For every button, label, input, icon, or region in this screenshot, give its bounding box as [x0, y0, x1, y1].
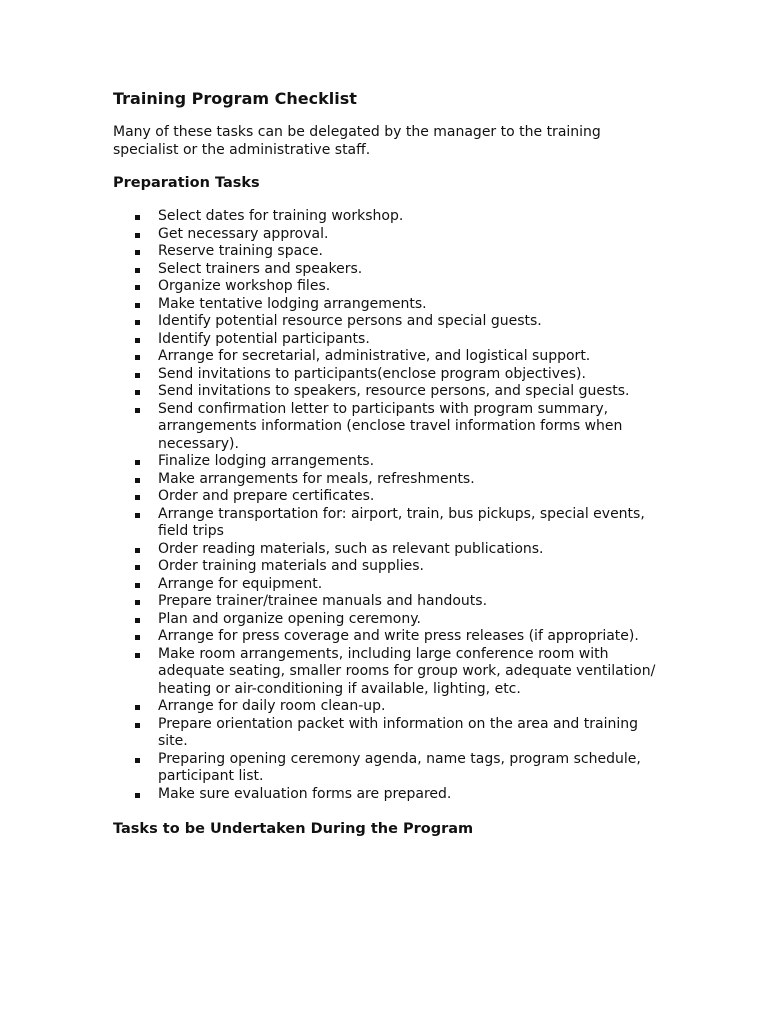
list-item [113, 488, 658, 506]
square-bullet-icon [135, 583, 140, 588]
square-bullet-icon [135, 250, 140, 255]
square-bullet-icon [135, 793, 140, 798]
preparation-task-list [113, 208, 658, 803]
list-item-text: Make room arrangements, including large conference room with adequate seating, smaller rooms for group work, adequate ventilation/ heating or air-conditioning if available, lighting, etc. [158, 645, 656, 697]
list-item-text: Organize workshop files. [158, 278, 331, 294]
list-item [113, 786, 658, 804]
list-item-text: Identify potential resource persons and special guests. [158, 313, 542, 329]
list-item-text: Arrange for press coverage and write press releases (if appropriate). [158, 628, 639, 644]
list-item [113, 331, 658, 349]
section-heading-preparation: Preparation Tasks [113, 175, 260, 191]
list-item [113, 541, 658, 559]
list-item-text: Send invitations to participants(enclose program objectives). [158, 365, 586, 382]
list-item-text: Identify potential participants. [158, 330, 370, 347]
list-item-text: Send confirmation letter to participants with program summary, arrangements information (enclose travel information forms when necessary). [158, 400, 623, 452]
square-bullet-icon [135, 233, 140, 238]
list-item-text: Prepare orientation packet with information on the area and training site. [158, 715, 639, 749]
list-item [113, 646, 658, 699]
list-item-text: Select dates for training workshop. [158, 208, 404, 224]
list-item [113, 313, 658, 331]
square-bullet-icon [135, 495, 140, 500]
section-heading-during-program: Tasks to be Undertaken During the Program [113, 821, 474, 837]
document-page [113, 88, 658, 838]
intro-paragraph: Many of these tasks can be delegated by the manager to the training specialist or the administrative staff. [113, 124, 601, 158]
list-item [113, 296, 658, 314]
list-item [113, 611, 658, 629]
square-bullet-icon [135, 705, 140, 710]
list-item [113, 471, 658, 489]
square-bullet-icon [135, 285, 140, 290]
list-item [113, 366, 658, 384]
list-item-text: Preparing opening ceremony agenda, name tags, program schedule, participant list. [158, 750, 641, 784]
list-item [113, 628, 658, 646]
square-bullet-icon [135, 338, 140, 343]
square-bullet-icon [135, 408, 140, 413]
list-item [113, 261, 658, 279]
list-item-text: Arrange for daily room clean-up. [158, 698, 386, 714]
list-item [113, 348, 658, 366]
list-item [113, 243, 658, 261]
square-bullet-icon [135, 513, 140, 518]
square-bullet-icon [135, 303, 140, 308]
list-item-text: Send invitations to speakers, resource persons, and special guests. [158, 383, 630, 399]
list-item-text: Arrange for secretarial, administrative, and logistical support. [158, 348, 591, 364]
list-item [113, 208, 658, 226]
list-item-text: Reserve training space. [158, 243, 323, 259]
list-item [113, 506, 658, 541]
document-title: Training Program Checklist [113, 89, 357, 108]
list-item [113, 401, 658, 454]
list-item-text: Order training materials and supplies. [158, 558, 424, 574]
square-bullet-icon [135, 758, 140, 763]
square-bullet-icon [135, 653, 140, 658]
square-bullet-icon [135, 635, 140, 640]
square-bullet-icon [135, 373, 140, 378]
square-bullet-icon [135, 390, 140, 395]
list-item [113, 751, 658, 786]
list-item-text: Make tentative lodging arrangements. [158, 295, 427, 312]
list-item-text: Order and prepare certificates. [158, 488, 375, 504]
list-item-text: Prepare trainer/trainee manuals and handouts. [158, 593, 488, 609]
list-item-text: Get necessary approval. [158, 225, 329, 242]
list-item-text: Select trainers and speakers. [158, 260, 363, 277]
list-item [113, 558, 658, 576]
list-item [113, 383, 658, 401]
square-bullet-icon [135, 723, 140, 728]
square-bullet-icon [135, 355, 140, 360]
list-item-text: Plan and organize opening ceremony. [158, 610, 421, 627]
square-bullet-icon [135, 478, 140, 483]
square-bullet-icon [135, 618, 140, 623]
list-item-text: Arrange for equipment. [158, 575, 323, 592]
square-bullet-icon [135, 548, 140, 553]
square-bullet-icon [135, 320, 140, 325]
list-item-text: Make arrangements for meals, refreshments. [158, 470, 475, 487]
square-bullet-icon [135, 565, 140, 570]
list-item [113, 698, 658, 716]
list-item [113, 716, 658, 751]
list-item-text: Arrange transportation for: airport, train, bus pickups, special events, field trips [158, 505, 645, 539]
square-bullet-icon [135, 268, 140, 273]
list-item [113, 226, 658, 244]
list-item [113, 453, 658, 471]
list-item-text: Order reading materials, such as relevant publications. [158, 540, 544, 557]
list-item-text: Make sure evaluation forms are prepared. [158, 785, 452, 802]
list-item [113, 576, 658, 594]
list-item-text: Finalize lodging arrangements. [158, 453, 375, 469]
list-item [113, 278, 658, 296]
list-item [113, 593, 658, 611]
square-bullet-icon [135, 460, 140, 465]
square-bullet-icon [135, 600, 140, 605]
square-bullet-icon [135, 215, 140, 220]
